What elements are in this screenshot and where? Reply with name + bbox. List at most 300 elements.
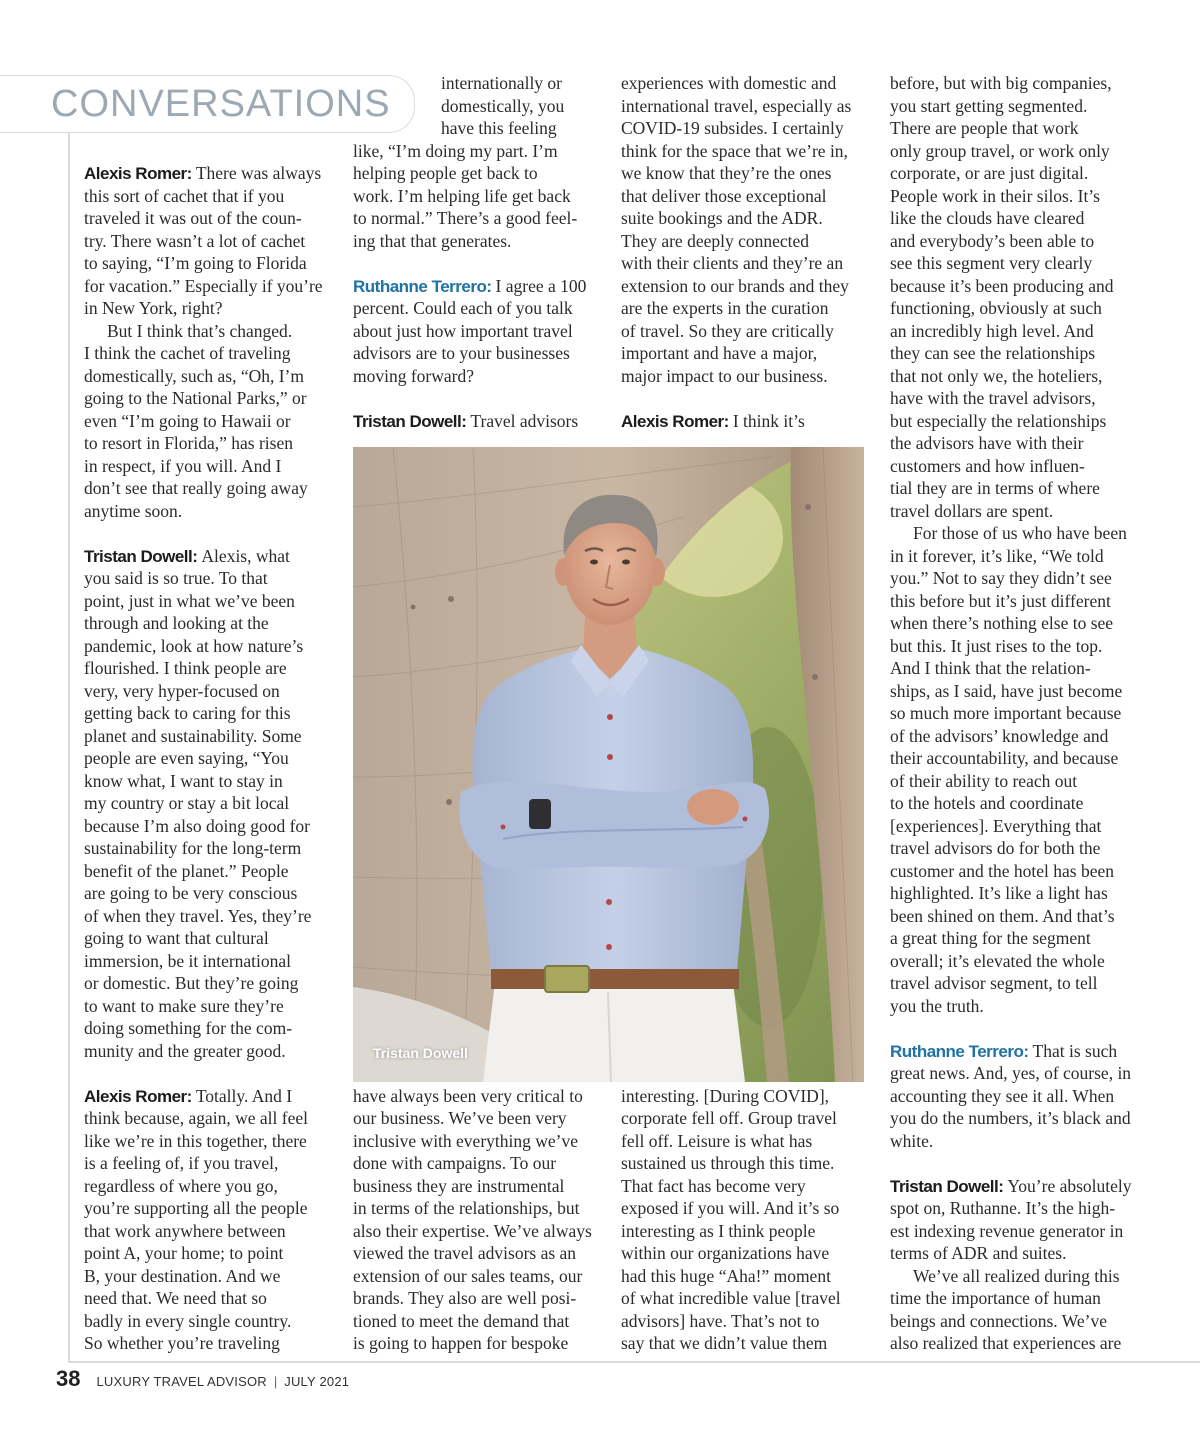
line-text: you start getting segmented.: [890, 95, 1088, 116]
line-text: corporate, or are just digital.: [890, 163, 1089, 183]
line-text: like we’re in this together, there: [84, 1130, 307, 1151]
text-line: [621, 1085, 881, 1108]
text-line: [84, 1197, 344, 1220]
text-line: [84, 1287, 344, 1310]
text-line: [890, 702, 1150, 725]
line-text: [experiences]. Everything that: [890, 815, 1102, 836]
line-text: internationally or: [441, 73, 563, 93]
line-text: People work in their silos. It’s: [890, 185, 1100, 206]
line-text: to the hotels and coordinate: [890, 793, 1084, 813]
line-text: badly in every single country.: [84, 1310, 292, 1331]
text-line: [890, 905, 1150, 928]
text-line: [84, 950, 344, 973]
line-text: flourished. I think people are: [84, 658, 287, 678]
text-line: [890, 230, 1150, 253]
text-line: [890, 365, 1150, 388]
line-text: beings and connections. We’ve: [890, 1310, 1107, 1331]
text-line: [890, 500, 1150, 523]
line-text: of what incredible value [travel: [621, 1288, 841, 1308]
line-text: Totally. And I: [195, 1085, 293, 1106]
line-text: But I think that’s changed.: [107, 320, 293, 341]
line-text: domestically, such as, “Oh, I’m: [84, 365, 304, 386]
speaker-paragraph: [84, 545, 344, 1063]
line-text: advisors] have. That’s not to: [621, 1310, 820, 1331]
text-line: [890, 252, 1150, 275]
text-line: [84, 1310, 344, 1333]
text-line: [621, 1107, 881, 1130]
line-text: through and looking at the: [84, 613, 269, 633]
line-text: because I’m also doing good for: [84, 815, 310, 836]
line-text: or domestic. But they’re going: [84, 973, 299, 993]
text-line: [353, 72, 613, 95]
text-line: [621, 1175, 881, 1198]
speaker-paragraph: [890, 1040, 1150, 1153]
text-line: [84, 455, 344, 478]
line-text: experiences with domestic and: [621, 73, 837, 93]
text-line: [621, 320, 881, 343]
speaker-name: Alexis Romer:: [84, 164, 192, 183]
speaker-paragraph: [84, 162, 344, 320]
speaker-paragraph: [890, 1175, 1150, 1265]
text-line: [84, 837, 344, 860]
page-footer: [56, 1366, 349, 1392]
text-line: [353, 1197, 613, 1220]
text-line: [84, 410, 344, 433]
line-text: highlighted. It’s like a light has: [890, 883, 1108, 903]
line-text: getting back to caring for this: [84, 703, 291, 723]
line-text: but especially the relationships: [890, 410, 1107, 431]
text-line: [353, 95, 613, 118]
text-line: [890, 455, 1150, 478]
line-text: exposed if you will. And it’s so: [621, 1198, 840, 1218]
line-text: also their expertise. We’ve always: [353, 1220, 592, 1241]
line-text: customers and how influen-: [890, 455, 1085, 476]
line-text: of travel. So they are critically: [621, 320, 834, 341]
line-text: international travel, especially as: [621, 95, 852, 116]
text-line: [353, 1220, 613, 1243]
line-text: in New York, right?: [84, 298, 223, 318]
line-text: white.: [890, 1130, 934, 1151]
line-text: traveled it was out of the coun-: [84, 208, 302, 228]
column-2-lower-text: [353, 1085, 613, 1355]
line-text: have always been very critical to: [353, 1085, 583, 1106]
line-text: so much more important because: [890, 703, 1122, 723]
text-line: [890, 522, 1150, 545]
text-line: [890, 770, 1150, 793]
line-text: within our organizations have: [621, 1243, 830, 1263]
paragraph: [890, 1265, 1150, 1355]
text-line: [84, 1242, 344, 1265]
text-line: [890, 837, 1150, 860]
line-text: There was always: [195, 163, 322, 183]
text-line: [353, 1242, 613, 1265]
line-text: So whether you’re traveling: [84, 1333, 280, 1353]
text-line: [890, 1242, 1150, 1265]
line-text: sustained us through this time.: [621, 1153, 835, 1173]
line-text: business they are instrumental: [353, 1175, 565, 1196]
text-line: [84, 477, 344, 500]
column-1-text: [84, 162, 344, 1355]
text-line: [890, 387, 1150, 410]
line-text: because it’s been producing and: [890, 275, 1114, 296]
text-line: [84, 725, 344, 748]
line-text: think for the space that we’re in,: [621, 140, 848, 161]
line-text: great news. And, yes, of course, in: [890, 1063, 1132, 1083]
line-text: have this feeling: [441, 118, 557, 138]
text-line: [621, 185, 881, 208]
line-text: And I think that the relation-: [890, 658, 1091, 678]
line-text: about just how important travel: [353, 320, 573, 341]
text-line: [890, 882, 1150, 905]
speaker-paragraph: [621, 410, 881, 433]
text-line: [84, 387, 344, 410]
text-line: [353, 117, 613, 140]
frame-horizontal-rule: [68, 1361, 1200, 1363]
line-text: I think the cachet of traveling: [84, 343, 291, 363]
text-line: [890, 612, 1150, 635]
line-text: work. I’m helping life get back: [353, 185, 571, 206]
line-text: I think it’s: [732, 410, 805, 431]
line-text: our business. We’ve been very: [353, 1108, 567, 1128]
text-line: [84, 995, 344, 1018]
text-line: [890, 72, 1150, 95]
line-text: in it forever, it’s like, “We told: [890, 545, 1104, 566]
line-text: corporate fell off. Group travel: [621, 1108, 837, 1128]
text-line: [84, 1152, 344, 1175]
text-line: [84, 1040, 344, 1063]
text-line: [84, 567, 344, 590]
text-line: [84, 297, 344, 320]
text-line: [84, 702, 344, 725]
page-number: 38: [56, 1366, 81, 1391]
text-line: [353, 207, 613, 230]
line-text: helping people get back to: [353, 163, 538, 183]
speaker-paragraph: [353, 275, 613, 388]
text-line: [621, 1130, 881, 1153]
paragraph: [621, 1085, 881, 1355]
text-line: [890, 1332, 1150, 1355]
text-line: [890, 432, 1150, 455]
line-text: you’re supporting all the people: [84, 1198, 308, 1218]
text-line: [890, 162, 1150, 185]
text-line: [353, 1332, 613, 1355]
text-line: [890, 590, 1150, 613]
line-text: Travel advisors: [470, 410, 579, 431]
line-text: immersion, be it international: [84, 950, 292, 971]
line-text: this before but it’s just different: [890, 590, 1111, 611]
text-line: [353, 1085, 613, 1108]
text-line: [84, 230, 344, 253]
text-line: [890, 1265, 1150, 1288]
line-text: with their clients and they’re an: [621, 253, 844, 273]
line-text: that work anywhere between: [84, 1220, 286, 1241]
line-text: and everybody’s been able to: [890, 230, 1095, 251]
paragraph: [621, 72, 881, 387]
text-line: [621, 365, 881, 388]
line-text: moving forward?: [353, 365, 475, 386]
line-text: been shined on them. And that’s: [890, 905, 1115, 926]
line-text: munity and the greater good.: [84, 1040, 286, 1061]
line-text: going to the National Parks,” or: [84, 388, 307, 408]
text-line: [621, 207, 881, 230]
text-line: [84, 185, 344, 208]
text-line: [890, 815, 1150, 838]
line-text: we know that they’re the ones: [621, 163, 832, 183]
line-text: is going to happen for bespoke: [353, 1333, 569, 1353]
line-text: terms of ADR and suites.: [890, 1243, 1067, 1263]
line-text: but this. It just rises to the top.: [890, 635, 1103, 656]
line-text: have with the travel advisors,: [890, 388, 1096, 408]
line-text: to normal.” There’s a good feel-: [353, 208, 578, 228]
text-line: [621, 230, 881, 253]
text-line: [84, 815, 344, 838]
speaker-name: Ruthanne Terrero:: [890, 1041, 1029, 1061]
text-line: [84, 1175, 344, 1198]
text-line: [890, 1220, 1150, 1243]
line-text: travel advisors do for both the: [890, 838, 1101, 858]
text-line: [621, 342, 881, 365]
line-text: domestically, you: [441, 95, 565, 116]
line-text: this sort of cachet that if you: [84, 185, 285, 206]
line-text: a great thing for the segment: [890, 928, 1091, 948]
text-line: [890, 297, 1150, 320]
line-text: tioned to meet the demand that: [353, 1310, 570, 1331]
text-line: [890, 747, 1150, 770]
line-text: you do the numbers, it’s black and: [890, 1108, 1131, 1128]
line-text: like, “I’m doing my part. I’m: [353, 140, 558, 161]
text-line: [890, 657, 1150, 680]
line-text: est indexing revenue generator in: [890, 1220, 1124, 1241]
text-line: [621, 275, 881, 298]
line-text: need that. We need that so: [84, 1288, 267, 1308]
line-text: inclusive with everything we’ve: [353, 1130, 579, 1151]
line-text: major impact to our business.: [621, 365, 828, 386]
text-line: [621, 1220, 881, 1243]
line-text: I agree a 100: [495, 275, 587, 296]
frame-vertical-rule: [68, 133, 70, 1361]
text-line: [353, 1107, 613, 1130]
line-text: interesting as I think people: [621, 1220, 816, 1241]
line-text: spot on, Ruthanne. It’s the high-: [890, 1198, 1116, 1218]
line-text: planet and sustainability. Some: [84, 725, 302, 746]
text-line: [890, 1130, 1150, 1153]
issue-date: JULY 2021: [284, 1374, 350, 1389]
line-text: advisors are to your businesses: [353, 343, 570, 363]
text-line: [84, 1265, 344, 1288]
line-text: see this segment very clearly: [890, 253, 1093, 273]
line-text: they can see the relationships: [890, 343, 1096, 363]
text-line: [353, 185, 613, 208]
line-text: to saying, “I’m going to Florida: [84, 253, 307, 273]
text-line: [621, 117, 881, 140]
text-line: [890, 995, 1150, 1018]
text-line: [84, 882, 344, 905]
line-text: They are deeply connected: [621, 230, 810, 251]
text-line: [353, 1130, 613, 1153]
text-line: [621, 1197, 881, 1220]
text-line: [621, 140, 881, 163]
line-text: fell off. Leisure is what has: [621, 1130, 813, 1151]
portrait-photo: [353, 447, 864, 1082]
text-line: [890, 1197, 1150, 1220]
text-line: [353, 1265, 613, 1288]
column-4-text: [890, 72, 1150, 1355]
line-text: accounting they see it all. When: [890, 1085, 1115, 1106]
text-line: [84, 905, 344, 928]
text-line: [890, 1175, 1150, 1198]
text-line: [890, 95, 1150, 118]
speaker-name: Ruthanne Terrero:: [353, 276, 492, 296]
text-line: [621, 1152, 881, 1175]
text-line: [621, 297, 881, 320]
text-line: [353, 410, 613, 433]
line-text: COVID-19 subsides. I certainly: [621, 118, 844, 138]
line-text: time the importance of human: [890, 1288, 1101, 1308]
text-line: [890, 140, 1150, 163]
section-label: CONVERSATIONS: [51, 83, 391, 125]
line-text: ships, as I said, have just become: [890, 680, 1123, 701]
text-line: [84, 432, 344, 455]
line-text: That fact has become very: [621, 1175, 806, 1196]
text-line: [890, 342, 1150, 365]
text-line: [621, 1265, 881, 1288]
text-line: [890, 635, 1150, 658]
text-line: [353, 320, 613, 343]
text-line: [84, 747, 344, 770]
text-line: [353, 1310, 613, 1333]
footer-separator: |: [273, 1374, 278, 1389]
text-line: [353, 230, 613, 253]
portrait-illustration: [353, 447, 864, 1082]
line-text: regardless of where you go,: [84, 1175, 278, 1196]
line-text: B, your destination. And we: [84, 1265, 281, 1286]
line-text: that not only we, the hoteliers,: [890, 365, 1103, 386]
text-line: [890, 117, 1150, 140]
text-line: [890, 927, 1150, 950]
text-line: [353, 275, 613, 298]
photo-caption: Tristan Dowell: [373, 1045, 468, 1061]
publication-name: LUXURY TRAVEL ADVISOR: [96, 1374, 267, 1389]
text-line: [890, 567, 1150, 590]
line-text: That is such: [1032, 1040, 1118, 1061]
line-text: don’t see that really going away: [84, 478, 308, 498]
text-line: [353, 162, 613, 185]
line-text: you.” Not to say they didn’t see: [890, 568, 1112, 588]
text-line: [890, 275, 1150, 298]
line-text: of their ability to reach out: [890, 770, 1078, 791]
line-text: extension of our sales teams, our: [353, 1265, 583, 1286]
text-line: [353, 1175, 613, 1198]
text-line: [84, 770, 344, 793]
paragraph: [353, 72, 613, 252]
text-line: [84, 635, 344, 658]
line-text: going to want that cultural: [84, 928, 269, 948]
text-line: [84, 545, 344, 568]
paragraph: [890, 72, 1150, 522]
line-text: say that we didn’t value them: [621, 1333, 828, 1353]
speaker-name: Tristan Dowell:: [84, 546, 198, 566]
line-text: sustainability for the long-term: [84, 838, 302, 858]
text-line: [84, 1107, 344, 1130]
text-line: [353, 342, 613, 365]
line-text: an incredibly high level. And: [890, 320, 1094, 341]
text-line: [890, 1287, 1150, 1310]
line-text: important and have a major,: [621, 343, 818, 363]
line-text: in terms of the relationships, but: [353, 1198, 580, 1218]
text-line: [890, 1062, 1150, 1085]
text-line: [890, 410, 1150, 433]
text-line: [890, 950, 1150, 973]
line-text: had this huge “Aha!” moment: [621, 1265, 831, 1286]
text-line: [84, 207, 344, 230]
line-text: to resort in Florida,” has risen: [84, 433, 293, 453]
text-line: [84, 657, 344, 680]
text-line: [84, 275, 344, 298]
text-line: [84, 792, 344, 815]
text-line: [890, 725, 1150, 748]
line-text: brands. They also are well posi-: [353, 1288, 577, 1308]
line-text: are going to be very conscious: [84, 883, 298, 903]
text-line: [621, 72, 881, 95]
text-line: [84, 612, 344, 635]
text-line: [621, 1332, 881, 1355]
line-text: is a feeling of, if you travel,: [84, 1153, 279, 1173]
line-text: know what, I want to stay in: [84, 770, 283, 791]
text-line: [84, 1220, 344, 1243]
line-text: done with campaigns. To our: [353, 1153, 557, 1173]
line-text: to want to make sure they’re: [84, 995, 284, 1016]
text-line: [353, 365, 613, 388]
line-text: think because, again, we all feel: [84, 1108, 308, 1128]
text-line: [84, 860, 344, 883]
line-text: There are people that work: [890, 118, 1079, 138]
speaker-name: Tristan Dowell:: [890, 1176, 1004, 1196]
text-line: [84, 1130, 344, 1153]
text-line: [353, 1152, 613, 1175]
line-text: you the truth.: [890, 995, 984, 1016]
line-text: tial they are in terms of where: [890, 478, 1100, 498]
line-text: interesting. [During COVID],: [621, 1085, 830, 1106]
line-text: also realized that experiences are: [890, 1333, 1122, 1353]
line-text: the advisors have with their: [890, 433, 1084, 453]
line-text: travel dollars are spent.: [890, 500, 1054, 521]
line-text: only group travel, or work only: [890, 140, 1110, 161]
line-text: are the experts in the curation: [621, 298, 829, 318]
line-text: of the advisors’ knowledge and: [890, 725, 1109, 746]
text-line: [84, 500, 344, 523]
text-line: [890, 792, 1150, 815]
column-3-upper-text: [621, 72, 881, 432]
line-text: extension to our brands and they: [621, 275, 849, 296]
column-3-lower-text: [621, 1085, 881, 1355]
line-text: when there’s nothing else to see: [890, 613, 1114, 633]
text-line: [353, 1287, 613, 1310]
line-text: travel advisor segment, to tell: [890, 973, 1098, 993]
line-text: that deliver those exceptional: [621, 185, 827, 206]
line-text: doing something for the com-: [84, 1018, 293, 1038]
line-text: functioning, obviously at such: [890, 298, 1102, 318]
speaker-paragraph: [353, 410, 613, 433]
text-line: [890, 1085, 1150, 1108]
line-text: you said is so true. To that: [84, 568, 268, 588]
text-line: [621, 1310, 881, 1333]
text-line: [890, 680, 1150, 703]
line-text: pandemic, look at how nature’s: [84, 635, 304, 656]
paragraph: [890, 522, 1150, 1017]
text-line: [890, 477, 1150, 500]
speaker-name: Tristan Dowell:: [353, 411, 467, 431]
line-text: suite bookings and the ADR.: [621, 208, 823, 228]
